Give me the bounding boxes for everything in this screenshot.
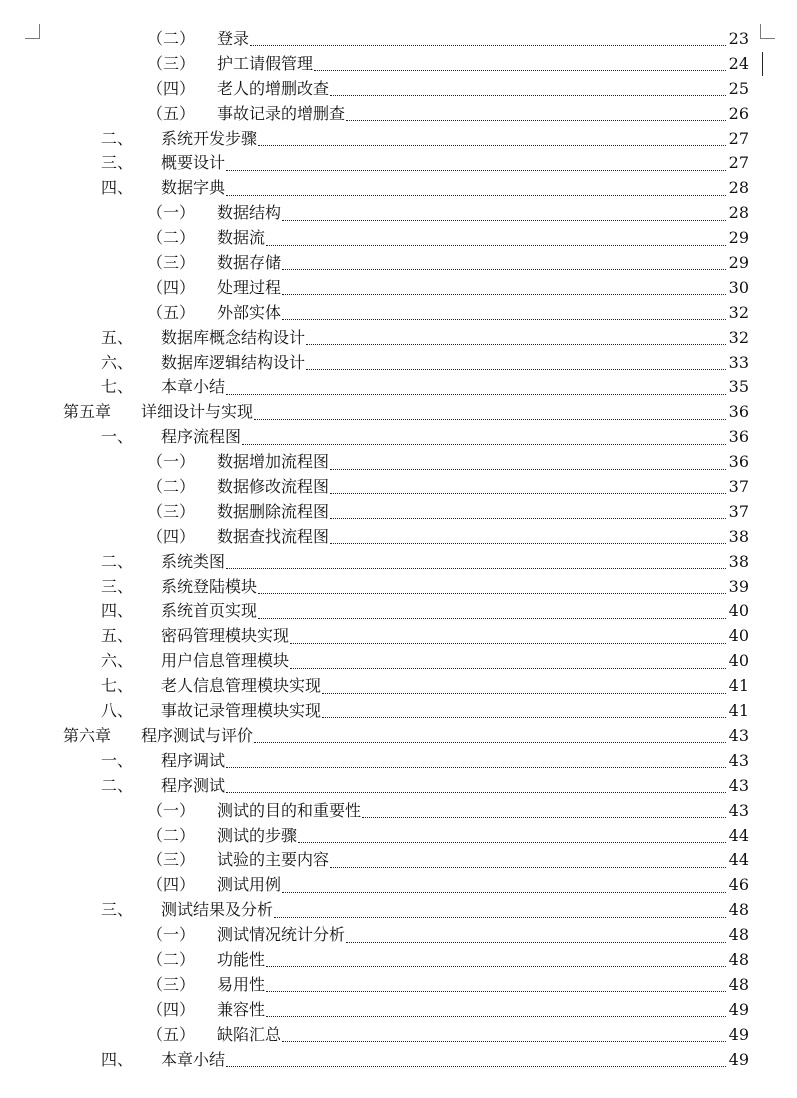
toc-entry-title: 测试情况统计分析: [217, 925, 346, 945]
toc-entry-title: 护工请假管理: [217, 53, 314, 73]
toc-dot-leader: [322, 716, 726, 718]
toc-dot-leader: [330, 492, 726, 494]
toc-entry-page-number: 35: [728, 377, 749, 397]
toc-entry[interactable]: [0, 400, 797, 425]
toc-entry-page-number: 25: [728, 78, 749, 98]
toc-entry-title: 事故记录管理模块实现: [161, 701, 322, 721]
toc-entry-title: 用户信息管理模块: [161, 651, 290, 671]
toc-entry-number: （四）: [147, 78, 196, 98]
toc-entry-title: 兼容性: [217, 999, 266, 1019]
toc-entry-number: 三、: [101, 900, 134, 920]
toc-entry-number: 第六章: [63, 725, 112, 745]
toc-entry-page-number: 27: [728, 153, 749, 173]
toc-entry[interactable]: [0, 575, 797, 600]
toc-entry[interactable]: [0, 500, 797, 525]
toc-entry[interactable]: [0, 848, 797, 873]
toc-entry-number: 四、: [101, 178, 134, 198]
toc-dot-leader: [226, 1065, 726, 1067]
toc-entry-number: （二）: [147, 949, 196, 969]
toc-dot-leader: [314, 69, 726, 71]
toc-entry-title: 老人信息管理模块实现: [161, 676, 322, 696]
toc-entry-number: 八、: [101, 701, 134, 721]
toc-entry[interactable]: [0, 77, 797, 102]
toc-entry[interactable]: [0, 599, 797, 624]
toc-dot-leader: [346, 119, 726, 121]
toc-dot-leader: [282, 1040, 726, 1042]
toc-entry-page-number: 40: [728, 601, 749, 621]
toc-entry[interactable]: [0, 973, 797, 998]
toc-entry-number: （五）: [147, 103, 196, 123]
toc-entry[interactable]: [0, 450, 797, 475]
toc-entry-number: （五）: [147, 1024, 196, 1044]
toc-entry[interactable]: [0, 251, 797, 276]
toc-entry-page-number: 41: [728, 701, 749, 721]
toc-entry[interactable]: [0, 375, 797, 400]
toc-entry-number: （二）: [147, 228, 196, 248]
toc-entry-title: 本章小结: [161, 1049, 226, 1069]
toc-entry-number: 六、: [101, 352, 134, 372]
toc-entry-title: 数据删除流程图: [217, 501, 330, 521]
toc-entry-title: 数据流: [217, 228, 266, 248]
toc-entry-number: （一）: [147, 925, 196, 945]
toc-entry[interactable]: [0, 898, 797, 923]
toc-entry-page-number: 49: [728, 1049, 749, 1069]
toc-entry-title: 数据存储: [217, 253, 282, 273]
toc-entry-page-number: 29: [728, 253, 749, 273]
toc-entry-number: 五、: [101, 626, 134, 646]
toc-entry-title: 登录: [217, 29, 250, 48]
toc-entry-page-number: 37: [728, 501, 749, 521]
toc-entry-number: （四）: [147, 277, 196, 297]
toc-entry[interactable]: [0, 351, 797, 376]
toc-entry-page-number: 49: [728, 999, 749, 1019]
toc-entry-title: 系统首页实现: [161, 601, 258, 621]
toc-entry-number: 二、: [101, 551, 134, 571]
toc-dot-leader: [274, 916, 726, 918]
toc-entry-number: 一、: [101, 427, 134, 447]
toc-dot-leader: [282, 219, 726, 221]
toc-dot-leader: [226, 169, 726, 171]
toc-entry-title: 系统登陆模块: [161, 576, 258, 596]
toc-entry-number: （三）: [147, 850, 196, 870]
toc-entry-title: 数据库概念结构设计: [161, 327, 306, 347]
toc-entry-title: 概要设计: [161, 153, 226, 173]
toc-entry-page-number: 26: [728, 103, 749, 123]
toc-entry-title: 测试结果及分析: [161, 900, 274, 920]
toc-entry-page-number: 41: [728, 676, 749, 696]
toc-entry-title: 本章小结: [161, 377, 226, 397]
toc-dot-leader: [362, 816, 726, 818]
toc-dot-leader: [330, 468, 726, 470]
toc-entry-title: 测试用例: [217, 875, 282, 895]
toc-entry-page-number: 48: [728, 949, 749, 969]
toc-entry-page-number: 28: [728, 203, 749, 223]
toc-entry-title: 数据增加流程图: [217, 452, 330, 472]
toc-entry-page-number: 43: [728, 800, 749, 820]
toc-entry-title: 事故记录的增删查: [217, 103, 346, 123]
toc-entry-number: （五）: [147, 302, 196, 322]
toc-entry-title: 测试的目的和重要性: [217, 800, 362, 820]
toc-dot-leader: [258, 144, 726, 146]
toc-entry-page-number: 40: [728, 651, 749, 671]
toc-entry-number: （二）: [147, 825, 196, 845]
toc-entry-title: 测试的步骤: [217, 825, 298, 845]
toc-dot-leader: [298, 841, 726, 843]
toc-entry[interactable]: [0, 1023, 797, 1048]
toc-entry-page-number: 46: [728, 875, 749, 895]
toc-entry-number: 二、: [101, 775, 134, 795]
toc-dot-leader: [258, 592, 726, 594]
toc-entry-title: 详细设计与实现: [141, 402, 254, 422]
toc-dot-leader: [266, 244, 726, 246]
toc-entry[interactable]: [0, 425, 797, 450]
toc-entry[interactable]: [0, 948, 797, 973]
toc-entry-title: 数据结构: [217, 203, 282, 223]
toc-entry-number: （四）: [147, 526, 196, 546]
toc-entry-page-number: 48: [728, 974, 749, 994]
toc-entry-number: （三）: [147, 253, 196, 273]
toc-dot-leader: [330, 866, 726, 868]
toc-entry-page-number: 43: [728, 775, 749, 795]
toc-dot-leader: [258, 617, 726, 619]
toc-dot-leader: [330, 542, 726, 544]
toc-entry-title: 试验的主要内容: [217, 850, 330, 870]
toc-entry[interactable]: [0, 475, 797, 500]
toc-entry-number: 第五章: [63, 402, 112, 422]
toc-dot-leader: [242, 443, 726, 445]
toc-dot-leader: [330, 517, 726, 519]
toc-entry-title: 易用性: [217, 974, 266, 994]
toc-entry-number: （四）: [147, 875, 196, 895]
toc-entry[interactable]: [0, 749, 797, 774]
toc-entry-number: 四、: [101, 601, 134, 621]
toc-entry[interactable]: [0, 724, 797, 749]
toc-entry-number: （二）: [147, 477, 196, 497]
toc-entry-page-number: 36: [728, 452, 749, 472]
toc-entry-number: 六、: [101, 651, 134, 671]
toc-entry[interactable]: [0, 276, 797, 301]
table-of-contents: [0, 27, 797, 1072]
toc-entry-page-number: 30: [728, 277, 749, 297]
toc-entry-page-number: 43: [728, 725, 749, 745]
toc-entry-title: 系统开发步骤: [161, 128, 258, 148]
toc-dot-leader: [250, 44, 726, 46]
toc-entry-number: （二）: [147, 29, 196, 48]
toc-entry-page-number: 36: [728, 427, 749, 447]
toc-entry-title: 系统类图: [161, 551, 226, 571]
toc-entry-title: 数据修改流程图: [217, 477, 330, 497]
toc-entry-title: 老人的增删改查: [217, 78, 330, 98]
toc-entry-number: （三）: [147, 501, 196, 521]
toc-entry-number: 三、: [101, 576, 134, 596]
toc-entry-page-number: 44: [728, 850, 749, 870]
toc-entry[interactable]: [0, 774, 797, 799]
toc-entry-number: （一）: [147, 203, 196, 223]
toc-entry-number: 四、: [101, 1049, 134, 1069]
toc-entry[interactable]: [0, 127, 797, 152]
toc-entry-page-number: 48: [728, 900, 749, 920]
toc-dot-leader: [322, 692, 726, 694]
toc-entry-title: 缺陷汇总: [217, 1024, 282, 1044]
toc-entry-number: （一）: [147, 452, 196, 472]
toc-dot-leader: [226, 567, 726, 569]
toc-entry-number: （一）: [147, 800, 196, 820]
toc-entry-page-number: 23: [728, 29, 749, 48]
toc-entry[interactable]: [0, 824, 797, 849]
toc-entry-page-number: 49: [728, 1024, 749, 1044]
toc-entry-page-number: 39: [728, 576, 749, 596]
toc-entry[interactable]: [0, 52, 797, 77]
toc-entry-title: 数据库逻辑结构设计: [161, 352, 306, 372]
toc-entry-page-number: 33: [728, 352, 749, 372]
toc-entry-number: 一、: [101, 750, 134, 770]
toc-entry-page-number: 43: [728, 750, 749, 770]
toc-dot-leader: [290, 667, 726, 669]
toc-entry-title: 处理过程: [217, 277, 282, 297]
toc-dot-leader: [282, 891, 726, 893]
toc-entry[interactable]: [0, 1048, 797, 1073]
toc-entry-title: 功能性: [217, 949, 266, 969]
toc-entry-number: 七、: [101, 676, 134, 696]
toc-entry-number: 三、: [101, 153, 134, 173]
toc-dot-leader: [266, 965, 726, 967]
toc-entry[interactable]: [0, 923, 797, 948]
toc-entry-title: 密码管理模块实现: [161, 626, 290, 646]
toc-dot-leader: [226, 791, 726, 793]
toc-dot-leader: [266, 1015, 726, 1017]
toc-entry-page-number: 27: [728, 128, 749, 148]
toc-entry[interactable]: [0, 699, 797, 724]
toc-entry[interactable]: [0, 176, 797, 201]
toc-entry-page-number: 32: [728, 327, 749, 347]
toc-dot-leader: [282, 268, 726, 270]
toc-dot-leader: [254, 418, 726, 420]
toc-entry[interactable]: [0, 226, 797, 251]
toc-entry-number: （三）: [147, 974, 196, 994]
toc-entry[interactable]: [0, 674, 797, 699]
toc-entry-title: 程序测试: [161, 775, 226, 795]
toc-entry-number: 七、: [101, 377, 134, 397]
toc-entry-title: 外部实体: [217, 302, 282, 322]
toc-entry[interactable]: [0, 624, 797, 649]
toc-entry-title: 程序调试: [161, 750, 226, 770]
toc-dot-leader: [330, 94, 726, 96]
toc-entry[interactable]: [0, 151, 797, 176]
toc-entry[interactable]: [0, 326, 797, 351]
toc-dot-leader: [266, 990, 726, 992]
toc-entry-page-number: 36: [728, 402, 749, 422]
toc-entry-page-number: 32: [728, 302, 749, 322]
toc-entry[interactable]: [0, 873, 797, 898]
toc-dot-leader: [346, 941, 726, 943]
toc-dot-leader: [254, 741, 726, 743]
toc-entry[interactable]: [0, 201, 797, 226]
toc-entry-page-number: 38: [728, 526, 749, 546]
toc-entry-title: 程序测试与评价: [141, 725, 254, 745]
toc-dot-leader: [290, 642, 726, 644]
toc-entry-title: 程序流程图: [161, 427, 242, 447]
toc-entry-page-number: 48: [728, 925, 749, 945]
toc-entry-page-number: 38: [728, 551, 749, 571]
toc-dot-leader: [306, 343, 726, 345]
toc-entry-number: 五、: [101, 327, 134, 347]
toc-entry[interactable]: [0, 102, 797, 127]
toc-entry-page-number: 24: [728, 53, 749, 73]
toc-entry[interactable]: [0, 998, 797, 1023]
toc-dot-leader: [226, 766, 726, 768]
toc-dot-leader: [226, 194, 726, 196]
toc-entry-page-number: 40: [728, 626, 749, 646]
toc-entry[interactable]: [0, 550, 797, 575]
toc-entry-title: 数据查找流程图: [217, 526, 330, 546]
toc-entry[interactable]: [0, 27, 797, 52]
toc-entry-title: 数据字典: [161, 178, 226, 198]
toc-entry[interactable]: [0, 525, 797, 550]
toc-entry[interactable]: [0, 649, 797, 674]
toc-dot-leader: [282, 293, 726, 295]
toc-dot-leader: [226, 393, 726, 395]
toc-entry-page-number: 37: [728, 477, 749, 497]
toc-entry-page-number: 44: [728, 825, 749, 845]
toc-entry[interactable]: [0, 799, 797, 824]
toc-dot-leader: [282, 318, 726, 320]
toc-entry-page-number: 29: [728, 228, 749, 248]
toc-entry-page-number: 28: [728, 178, 749, 198]
toc-entry-number: （四）: [147, 999, 196, 1019]
toc-dot-leader: [306, 368, 726, 370]
toc-entry-number: （三）: [147, 53, 196, 73]
toc-entry[interactable]: [0, 301, 797, 326]
toc-entry-number: 二、: [101, 128, 134, 148]
